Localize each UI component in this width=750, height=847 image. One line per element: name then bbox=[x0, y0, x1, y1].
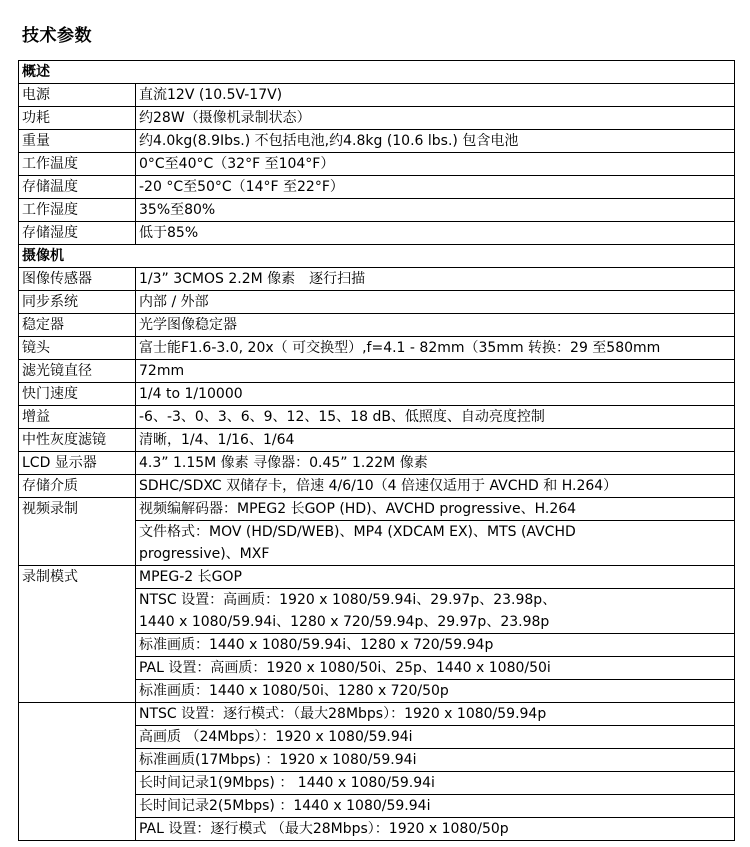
spec-value-line: 1440 x 1080/59.94i、1280 x 720/59.94p、29.97p、23.98p bbox=[139, 614, 550, 630]
spec-value: 72mm bbox=[136, 360, 735, 383]
spec-value: 长时间记录2(5Mbps) ：1440 x 1080/59.94i bbox=[136, 795, 735, 818]
spec-label: 功耗 bbox=[19, 107, 136, 130]
section-heading-overview: 概述 bbox=[19, 61, 735, 84]
spec-value: 光学图像稳定器 bbox=[136, 314, 735, 337]
page-title: 技术参数 bbox=[22, 26, 92, 46]
spec-value: 富士能F1.6-3.0, 20x（ 可交换型）,f=4.1 - 82mm（35mm 转换：29 至580mm bbox=[136, 337, 735, 360]
spec-value: 标准画质：1440 x 1080/50i、1280 x 720/50p bbox=[136, 680, 735, 703]
spec-label: 稳定器 bbox=[19, 314, 136, 337]
spec-value: 高画质 （24Mbps）：1920 x 1080/59.94i bbox=[136, 726, 735, 749]
spec-row bbox=[19, 337, 735, 360]
spec-value: 4.3” 1.15M 像素 寻像器：0.45” 1.22M 像素 bbox=[136, 452, 735, 475]
spec-row bbox=[19, 268, 735, 291]
spec-value: -20 °C至50°C（14°F 至22°F） bbox=[136, 176, 735, 199]
spec-row bbox=[19, 452, 735, 475]
spec-label: 增益 bbox=[19, 406, 136, 429]
spec-value: 约4.0kg(8.9Ibs.) 不包括电池,约4.8kg (10.6 lbs.) 包含电池 bbox=[136, 130, 735, 153]
spec-value: MPEG-2 长GOP bbox=[136, 566, 735, 589]
spec-label: 存储湿度 bbox=[19, 222, 136, 245]
spec-value-line: NTSC 设置：高画质：1920 x 1080/59.94i、29.97p、23.98p、 bbox=[139, 592, 557, 608]
spec-row bbox=[19, 498, 735, 521]
section-row-overview bbox=[19, 61, 735, 84]
spec-value: 35%至80% bbox=[136, 199, 735, 222]
spec-label-empty bbox=[19, 703, 136, 841]
spec-value: 0°C至40°C（32°F 至104°F） bbox=[136, 153, 735, 176]
spec-value: 1/4 to 1/10000 bbox=[136, 383, 735, 406]
spec-value: 视频编解码器：MPEG2 长GOP (HD)、AVCHD progressive、H.264 bbox=[136, 498, 735, 521]
spec-value: PAL 设置：高画质：1920 x 1080/50i、25p、1440 x 1080/50i bbox=[136, 657, 735, 680]
section-heading-camera: 摄像机 bbox=[19, 245, 735, 268]
spec-value: 长时间记录1(9Mbps) ： 1440 x 1080/59.94i bbox=[136, 772, 735, 795]
spec-value bbox=[136, 589, 735, 634]
spec-label: 镜头 bbox=[19, 337, 136, 360]
spec-row bbox=[19, 475, 735, 498]
spec-row bbox=[19, 429, 735, 452]
spec-row bbox=[19, 84, 735, 107]
spec-value bbox=[136, 521, 735, 566]
spec-label: LCD 显示器 bbox=[19, 452, 136, 475]
spec-row bbox=[19, 107, 735, 130]
spec-row bbox=[19, 360, 735, 383]
spec-row bbox=[19, 199, 735, 222]
spec-value: NTSC 设置：逐行模式：（最大28Mbps）：1920 x 1080/59.94p bbox=[136, 703, 735, 726]
spec-row bbox=[19, 176, 735, 199]
spec-value: SDHC/SDXC 双储存卡，倍速 4/6/10（4 倍速仅适用于 AVCHD 和 H.264） bbox=[136, 475, 735, 498]
spec-row bbox=[19, 130, 735, 153]
spec-label: 电源 bbox=[19, 84, 136, 107]
spec-row bbox=[19, 703, 735, 726]
spec-row bbox=[19, 314, 735, 337]
spec-table bbox=[18, 60, 735, 841]
spec-value: PAL 设置：逐行模式 （最大28Mbps）：1920 x 1080/50p bbox=[136, 818, 735, 841]
spec-value-line: progressive)、MXF bbox=[139, 546, 270, 562]
spec-value: 直流12V (10.5V-17V) bbox=[136, 84, 735, 107]
spec-label: 重量 bbox=[19, 130, 136, 153]
spec-label: 存储介质 bbox=[19, 475, 136, 498]
spec-label: 存储温度 bbox=[19, 176, 136, 199]
spec-value: 低于85% bbox=[136, 222, 735, 245]
spec-label: 录制模式 bbox=[19, 566, 136, 703]
spec-row bbox=[19, 566, 735, 589]
spec-value: 标准画质(17Mbps) ：1920 x 1080/59.94i bbox=[136, 749, 735, 772]
spec-label: 工作温度 bbox=[19, 153, 136, 176]
spec-value-line: 文件格式：MOV (HD/SD/WEB)、MP4 (XDCAM EX)、MTS (AVCHD bbox=[139, 524, 576, 540]
spec-row bbox=[19, 291, 735, 314]
spec-value: 标准画质：1440 x 1080/59.94i、1280 x 720/59.94p bbox=[136, 634, 735, 657]
spec-value: 约28W（摄像机录制状态） bbox=[136, 107, 735, 130]
spec-value: -6、-3、0、3、6、9、12、15、18 dB、低照度、自动亮度控制 bbox=[136, 406, 735, 429]
spec-label: 工作湿度 bbox=[19, 199, 136, 222]
spec-row bbox=[19, 222, 735, 245]
spec-row bbox=[19, 383, 735, 406]
spec-label: 同步系统 bbox=[19, 291, 136, 314]
spec-row bbox=[19, 406, 735, 429]
spec-value: 清晰，1/4、1/16、1/64 bbox=[136, 429, 735, 452]
spec-value: 1/3” 3CMOS 2.2M 像素 逐行扫描 bbox=[136, 268, 735, 291]
spec-label: 图像传感器 bbox=[19, 268, 136, 291]
spec-label: 滤光镜直径 bbox=[19, 360, 136, 383]
spec-row bbox=[19, 153, 735, 176]
spec-label: 中性灰度滤镜 bbox=[19, 429, 136, 452]
section-row-camera bbox=[19, 245, 735, 268]
spec-label: 视频录制 bbox=[19, 498, 136, 566]
spec-label: 快门速度 bbox=[19, 383, 136, 406]
spec-value: 内部 / 外部 bbox=[136, 291, 735, 314]
